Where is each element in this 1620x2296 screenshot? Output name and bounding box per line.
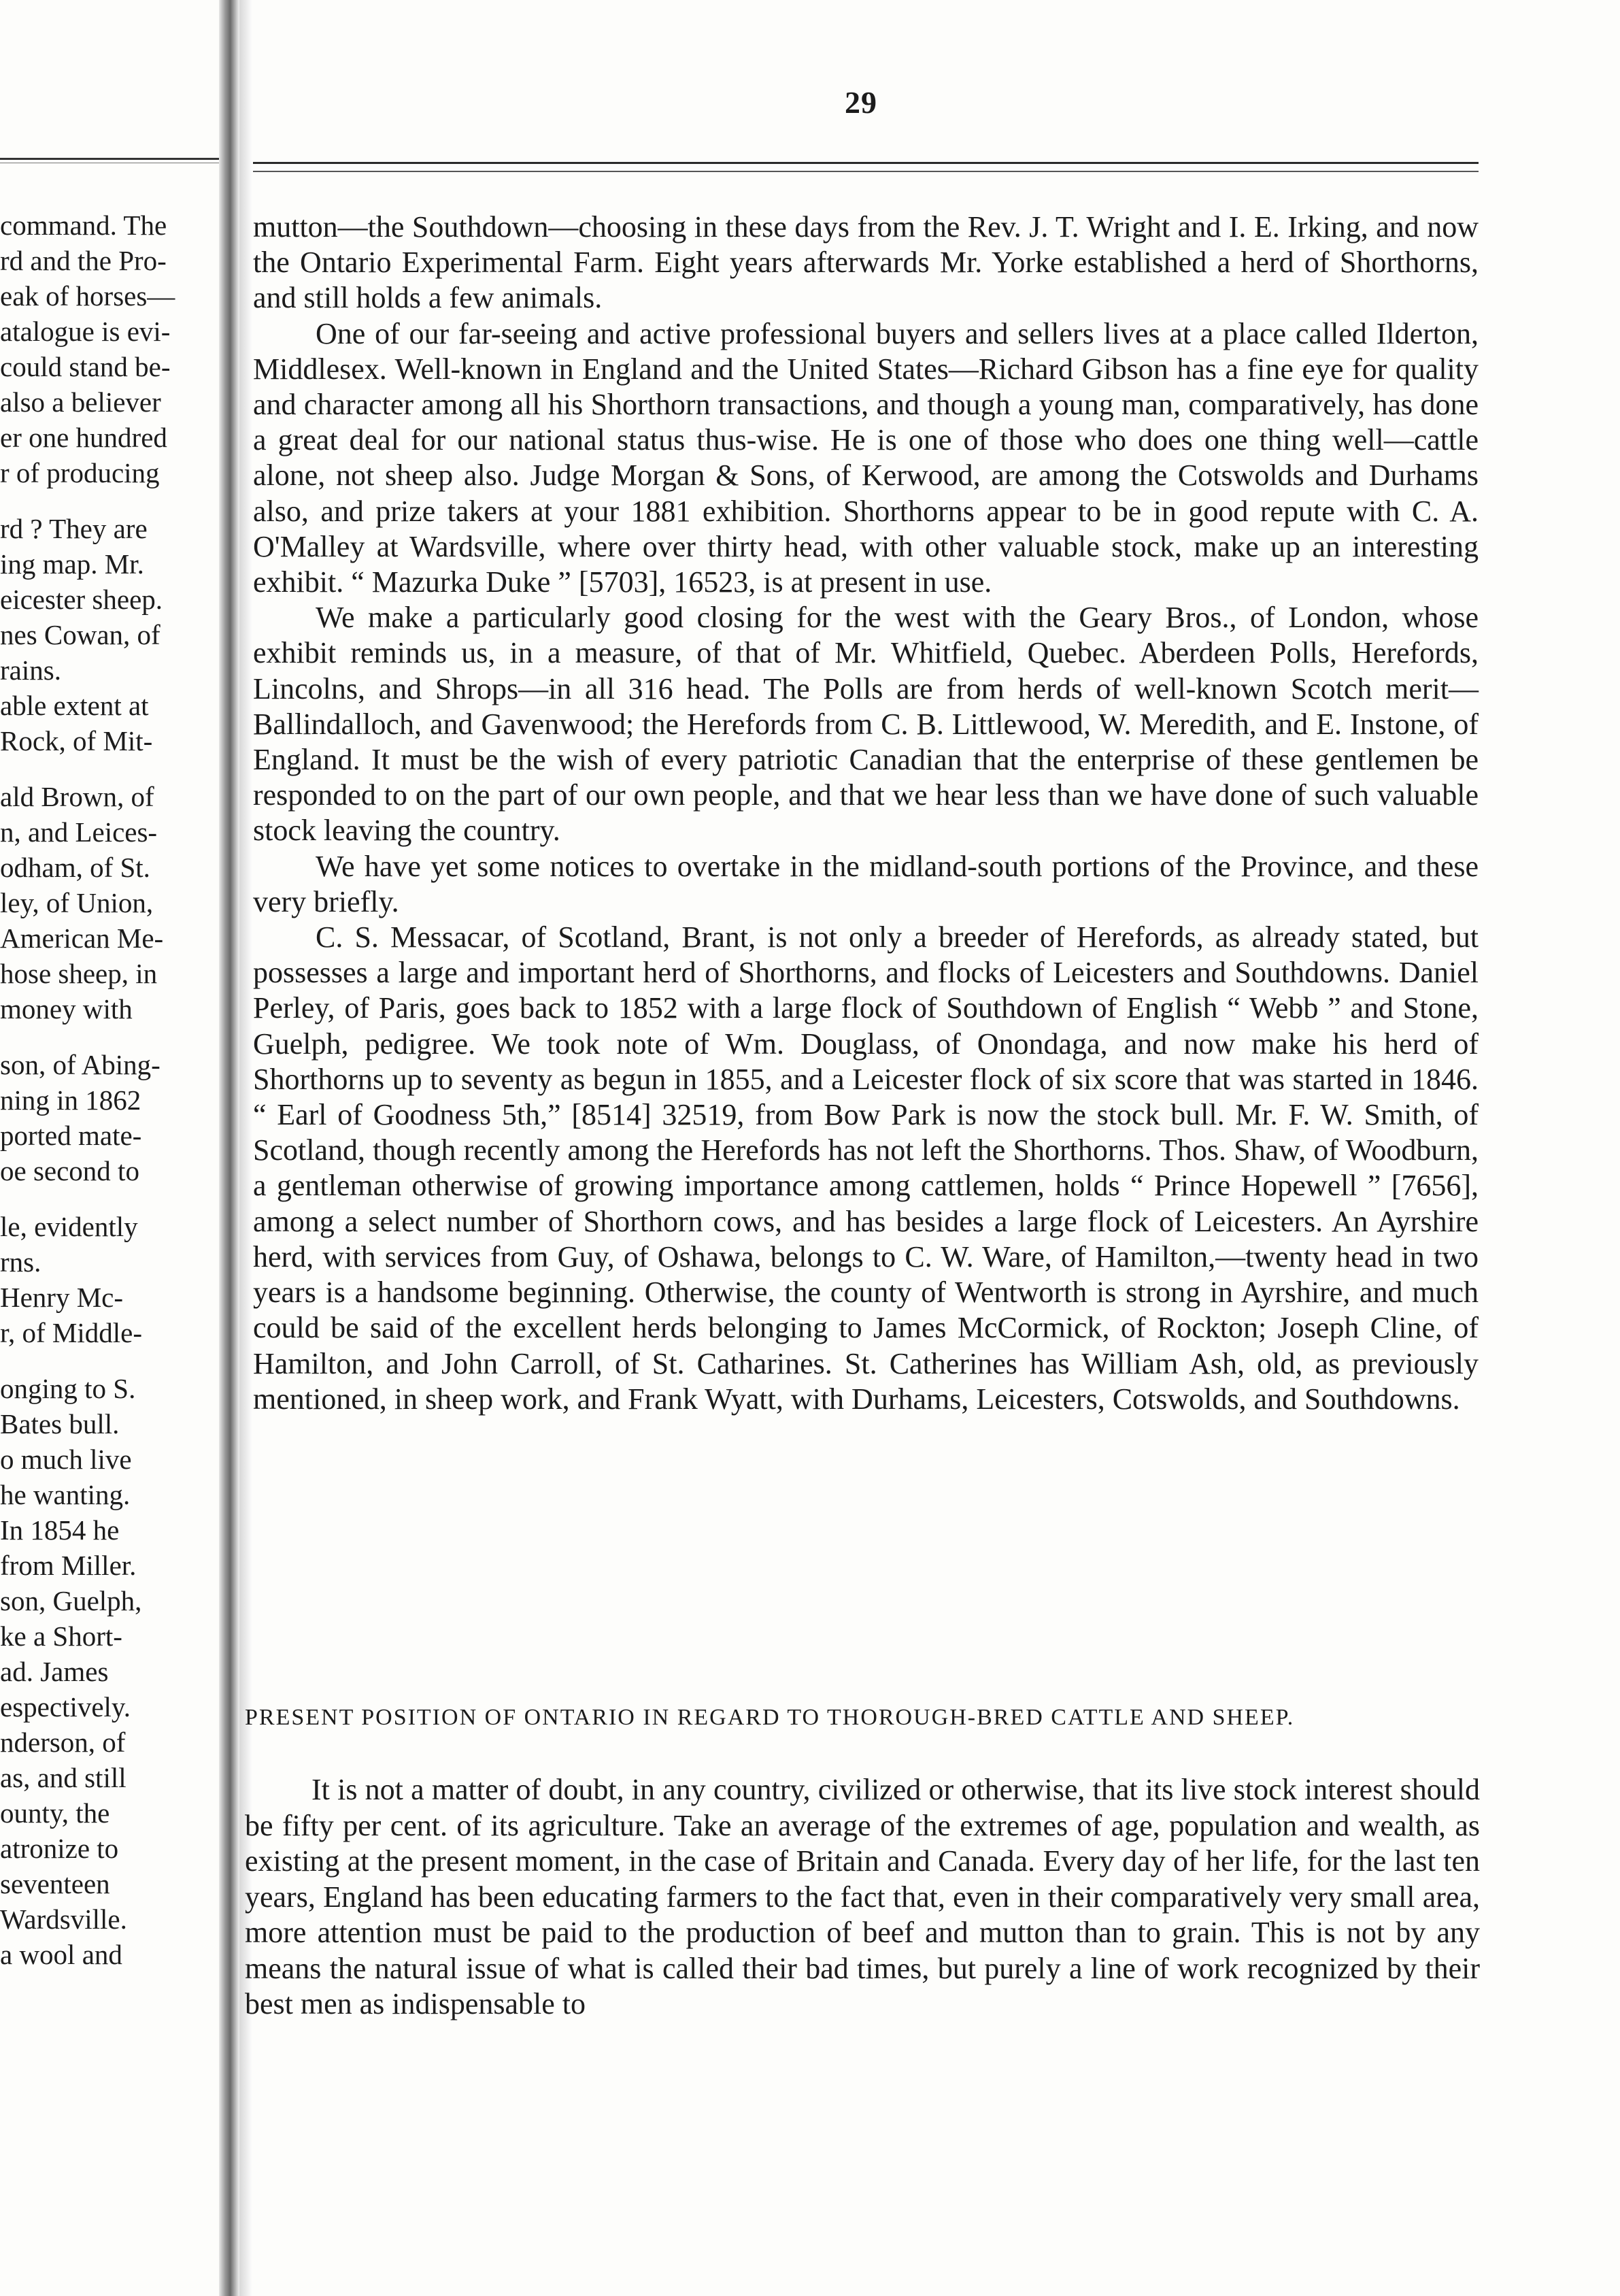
left-fragment-line: odham, of St. <box>0 852 150 883</box>
left-fragment-line <box>0 759 235 779</box>
page-number: 29 <box>845 85 877 120</box>
left-fragment-line: son, Guelph, <box>0 1585 142 1616</box>
left-fragment-line: ounty, the <box>0 1797 110 1829</box>
left-fragment-line: ad. James <box>0 1656 109 1687</box>
binding-gutter <box>219 0 239 2296</box>
section-heading: PRESENT POSITION OF ONTARIO IN REGARD TO THOROUGH-BRED CATTLE AND SHEEP. <box>245 1705 1295 1730</box>
paragraph-1: mutton—the Southdown—choosing in these days from the Rev. J. T. Wright and I. E. Irking, and now the Ontario Experimental Farm. Eight years afterwards Mr. Yorke established a herd of Shorthorns, and still holds a few animals. <box>253 210 1479 315</box>
section-text-column <box>245 1772 1480 2023</box>
left-fragment-line: from Miller. <box>0 1550 137 1581</box>
left-fragment-line: Bates bull. <box>0 1408 120 1440</box>
left-fragment-line: le, evidently <box>0 1211 138 1242</box>
left-fragment-line: hose sheep, in <box>0 958 158 989</box>
left-fragment-line: r, of Middle- <box>0 1317 143 1348</box>
left-fragment-line <box>0 1350 235 1371</box>
left-fragment-line: eak of horses— <box>0 280 175 312</box>
left-fragment-line: atalogue is evi- <box>0 316 171 347</box>
left-fragment-line: ning in 1862 <box>0 1084 141 1116</box>
left-page-fragment <box>0 207 235 1972</box>
left-fragment-line: eicester sheep. <box>0 584 163 615</box>
paragraph-3: We make a particularly good closing for the west with the Geary Bros., of London, whose exhibit reminds us, in a measure, of that of Mr. Whitfield, Quebec. Aberdeen Polls, Herefords, Lincolns, and Shrops—in all 316 head. The Polls are from herds of well-known Scotch merit—Ballindalloch, and Gavenwood; the Herefords from C. B. Littlewood, W. Meredith, and E. Instone, of England. It must be the wish of every patriotic Canadian that the enterprise of these gentlemen be responded to on the part of our own people, and that we hear less than we have done of such valuable stock leaving the country. <box>253 601 1479 848</box>
left-fragment-line: Wardsville. <box>0 1903 127 1935</box>
left-fragment-line: oe second to <box>0 1155 139 1186</box>
paragraph-4: We have yet some notices to overtake in the midland-south portions of the Province, and these very briefly. <box>253 849 1479 918</box>
left-fragment-line: son, of Abing- <box>0 1049 161 1080</box>
left-fragment-line: atronize to <box>0 1833 119 1864</box>
left-fragment-line: a wool and <box>0 1939 122 1970</box>
left-fragment-line <box>0 1188 235 1209</box>
left-fragment-line: ke a Short- <box>0 1620 122 1652</box>
left-fragment-line: rns. <box>0 1246 41 1278</box>
left-fragment-line: command. The <box>0 210 167 241</box>
section-paragraph-1: It is not a matter of doubt, in any country, civilized or otherwise, that its live stock interest should be fifty per cent. of its agriculture. Take an average of the extremes of age, population and wealth, as existing at the present moment, in the case of Britain and Canada. Every day of her life, for the last ten years, England has been educating farmers to the fact that, even in their comparatively very small area, more attention must be paid to the production of beef and mutton than to grain. This is not by any means the natural issue of what is called their bad times, but purely a line of work recognized by their best men as indispensable to <box>245 1773 1480 2020</box>
left-fragment-line: ley, of Union, <box>0 887 154 918</box>
left-fragment-line <box>0 1027 235 1047</box>
left-page-rule <box>0 158 235 163</box>
left-fragment-line: ald Brown, of <box>0 781 154 812</box>
left-fragment-line: r of producing <box>0 457 160 488</box>
left-fragment-line: rd and the Pro- <box>0 245 167 276</box>
left-fragment-line: Rock, of Mit- <box>0 725 153 756</box>
left-fragment-line: could stand be- <box>0 351 171 382</box>
left-fragment-line: ing map. Mr. <box>0 548 144 580</box>
left-fragment-line: In 1854 he <box>0 1514 120 1546</box>
left-fragment-line: er one hundred <box>0 422 167 453</box>
paragraph-5: C. S. Messacar, of Scotland, Brant, is not only a breeder of Herefords, as already stated, but possesses a large and important herd of Shorthorns, and flocks of Leicesters and Southdowns. Daniel Perley, of Paris, goes back to 1852 with a large flock of Southdown of English “ Webb ” and Stone, Guelph, pedigree. We took note of Wm. Douglass, of Onondaga, and now make his herd of Shorthorns up to seventy as begun in 1855, and a Leicester flock of six score that was started in 1846. “ Earl of Goodness 5th,” [8514] 32519, from Bow Park is now the stock bull. Mr. F. W. Smith, of Scotland, though recently among the Herefords has not left the Shorthorns. Thos. Shaw, of Woodburn, a gentleman otherwise of growing importance among cattlemen, holds “ Prince Hopewell ” [7656], among a select number of Shorthorn cows, and has besides a large flock of Leicesters. An Ayrshire herd, with services from Guy, of Oshawa, belongs to C. W. Ware, of Hamilton,—twenty head in two years is a handsome beginning. Otherwise, the county of Wentworth is strong in Ayrshire, and much could be said of the excellent herds belonging to James McCormick, of Rockton; Joseph Cline, of Hamilton, and John Carroll, of St. Catharines. St. Catherines has William Ash, old, as previously mentioned, in sheep work, and Frank Wyatt, with Durhams, Leicesters, Cotswolds, and Southdowns. <box>253 920 1479 1416</box>
left-fragment-line: seventeen <box>0 1868 110 1899</box>
left-fragment-line: espectively. <box>0 1691 131 1723</box>
left-fragment-line: n, and Leices- <box>0 816 158 848</box>
left-fragment-line: nderson, of <box>0 1727 126 1758</box>
left-fragment-line: as, and still <box>0 1762 126 1793</box>
left-fragment-line: ported mate- <box>0 1120 142 1151</box>
left-fragment-line: American Me- <box>0 922 164 954</box>
left-fragment-line: rains. <box>0 654 61 686</box>
left-fragment-line: Henry Mc- <box>0 1282 124 1313</box>
left-fragment-line: nes Cowan, of <box>0 619 161 650</box>
left-fragment-line: also a believer <box>0 386 161 418</box>
left-fragment-line: rd ? They are <box>0 513 148 544</box>
left-fragment-line: he wanting. <box>0 1479 131 1510</box>
header-rule <box>253 162 1479 172</box>
left-fragment-line: money with <box>0 993 133 1025</box>
left-fragment-line: o much live <box>0 1444 132 1475</box>
paragraph-2: One of our far-seeing and active professional buyers and sellers lives at a place called Ilderton, Middlesex. Well-known in England and the United States—Richard Gibson has a fine eye for quality and character among all his Shorthorn transactions, and though a young man, comparatively, has done a great deal for our national status thus-wise. He is one of those who does one thing well—cattle alone, not sheep also. Judge Morgan & Sons, of Kerwood, are among the Cotswolds and Durhams also, and prize takers at your 1881 exhibition. Shorthorns appear to be in good repute with C. A. O'Malley at Wardsville, where over thirty head, with other valuable stock, make up an interesting exhibit. “ Mazurka Duke ” [5703], 16523, is at present in use. <box>253 316 1479 599</box>
main-text-column <box>253 210 1479 1417</box>
left-fragment-line: onging to S. <box>0 1373 136 1404</box>
left-fragment-line: able extent at <box>0 690 149 721</box>
left-fragment-line <box>0 490 235 511</box>
